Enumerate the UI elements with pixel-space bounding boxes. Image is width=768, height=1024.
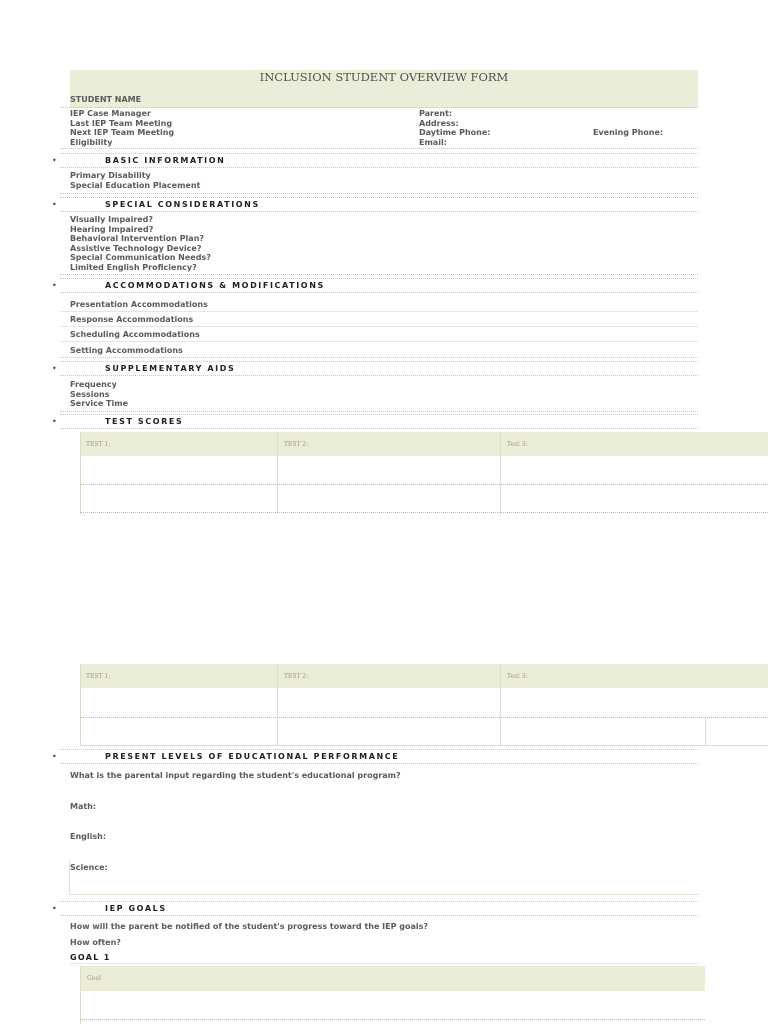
field-next-iep: Next IEP Team Meeting bbox=[70, 128, 175, 137]
test-3-label: Test 3: bbox=[507, 673, 528, 680]
divider bbox=[60, 357, 698, 358]
field-presentation: Presentation Accommodations bbox=[70, 300, 208, 309]
divider bbox=[60, 107, 698, 108]
field-sessions: Sessions bbox=[70, 389, 110, 399]
divider bbox=[60, 749, 698, 750]
bullet: • bbox=[52, 752, 57, 761]
goal-label: Goal bbox=[87, 975, 101, 982]
test-table-1-row-2[interactable] bbox=[80, 485, 768, 512]
goal-1-heading: GOAL 1 bbox=[70, 953, 111, 962]
test-table-2-row-2[interactable] bbox=[80, 718, 768, 745]
field-scheduling: Scheduling Accommodations bbox=[70, 330, 200, 339]
field-english-proficiency: Limited English Proficiency? bbox=[70, 262, 197, 272]
field-assistive-tech: Assistive Technology Device? bbox=[70, 243, 202, 253]
field-eligibility: Eligibility bbox=[70, 137, 113, 147]
divider bbox=[60, 197, 698, 198]
divider bbox=[60, 193, 698, 194]
divider bbox=[60, 763, 698, 764]
divider bbox=[60, 411, 698, 412]
science-box[interactable] bbox=[69, 860, 699, 895]
field-evening-phone: Evening Phone: bbox=[593, 128, 664, 137]
divider bbox=[60, 292, 698, 293]
section-heading-plep: PRESENT LEVELS OF EDUCATIONAL PERFORMANCE bbox=[105, 752, 400, 761]
divider bbox=[60, 278, 698, 279]
table-row-line bbox=[80, 512, 768, 513]
section-heading-aids: SUPPLEMENTARY AIDS bbox=[105, 364, 236, 373]
divider bbox=[60, 341, 698, 342]
test-table-1-row-1[interactable] bbox=[80, 456, 768, 484]
divider bbox=[60, 915, 698, 916]
test-3-label: Test 3: bbox=[507, 441, 528, 448]
test-table-1-header bbox=[80, 432, 768, 456]
bullet: • bbox=[52, 364, 57, 373]
field-response: Response Accommodations bbox=[70, 315, 194, 324]
field-english: English: bbox=[70, 832, 107, 841]
field-placement: Special Education Placement bbox=[70, 180, 201, 190]
field-parent: Parent: bbox=[419, 109, 453, 118]
divider bbox=[60, 148, 698, 149]
field-hearing-impaired: Hearing Impaired? bbox=[70, 224, 154, 234]
divider bbox=[60, 211, 698, 212]
divider bbox=[60, 153, 698, 154]
field-frequency: Frequency bbox=[70, 380, 117, 389]
table-row-line bbox=[80, 1019, 705, 1020]
divider bbox=[60, 311, 698, 312]
field-last-iep: Last IEP Team Meeting bbox=[70, 118, 173, 128]
field-math: Math: bbox=[70, 802, 97, 811]
field-behavior-plan: Behavioral Intervention Plan? bbox=[70, 234, 205, 243]
parental-input-question: What is the parental input regarding the student's educational program? bbox=[70, 771, 401, 780]
bullet: • bbox=[52, 281, 57, 290]
divider bbox=[60, 428, 698, 429]
table-row-line bbox=[80, 745, 768, 746]
section-heading-basic: BASIC INFORMATION bbox=[105, 156, 226, 165]
field-address: Address: bbox=[419, 118, 459, 128]
test-2-label: TEST 2: bbox=[284, 441, 309, 448]
bullet: • bbox=[52, 417, 57, 426]
test-table-2-row-1[interactable] bbox=[80, 688, 768, 716]
divider bbox=[60, 414, 698, 415]
field-primary-disability: Primary Disability bbox=[70, 171, 151, 180]
test-table-2-header bbox=[80, 664, 768, 688]
section-heading-goals: IEP GOALS bbox=[105, 904, 167, 913]
test-1-label: TEST 1: bbox=[86, 673, 111, 680]
section-heading-special: SPECIAL CONSIDERATIONS bbox=[105, 200, 260, 209]
field-communication: Special Communication Needs? bbox=[70, 253, 211, 262]
special-items bbox=[70, 215, 211, 272]
how-often-label: How often? bbox=[70, 938, 121, 947]
section-heading-tests: TEST SCORES bbox=[105, 417, 184, 426]
test-1-label: TEST 1: bbox=[86, 441, 111, 448]
divider bbox=[70, 963, 698, 964]
bullet: • bbox=[52, 904, 57, 913]
divider bbox=[60, 901, 698, 902]
field-service-time: Service Time bbox=[70, 399, 129, 408]
field-daytime-phone: Daytime Phone: bbox=[419, 128, 491, 137]
left-fields bbox=[70, 109, 174, 147]
student-name-label: STUDENT NAME bbox=[70, 95, 142, 104]
field-email: Email: bbox=[419, 137, 447, 147]
notification-question: How will the parent be notified of the student's progress toward the IEP goals? bbox=[70, 922, 429, 931]
right-fields bbox=[419, 109, 491, 147]
test-2-label: TEST 2: bbox=[284, 673, 309, 680]
field-visually-impaired: Visually Impaired? bbox=[70, 215, 154, 224]
goal-box-header bbox=[80, 966, 705, 991]
section-heading-accommodations: ACCOMMODATIONS & MODIFICATIONS bbox=[105, 281, 325, 290]
bullet: • bbox=[52, 200, 57, 209]
divider bbox=[60, 326, 698, 327]
aids-items bbox=[70, 380, 128, 409]
divider bbox=[60, 167, 698, 168]
divider bbox=[60, 361, 698, 362]
form-title: INCLUSION STUDENT OVERVIEW FORM bbox=[259, 70, 509, 84]
basic-items bbox=[70, 171, 200, 190]
field-case-manager: IEP Case Manager bbox=[70, 109, 151, 118]
field-science: Science: bbox=[70, 863, 108, 872]
divider bbox=[60, 375, 698, 376]
divider bbox=[60, 274, 698, 275]
field-setting: Setting Accommodations bbox=[70, 346, 183, 355]
goal-1-input[interactable] bbox=[80, 992, 705, 1018]
bullet: • bbox=[52, 156, 57, 165]
